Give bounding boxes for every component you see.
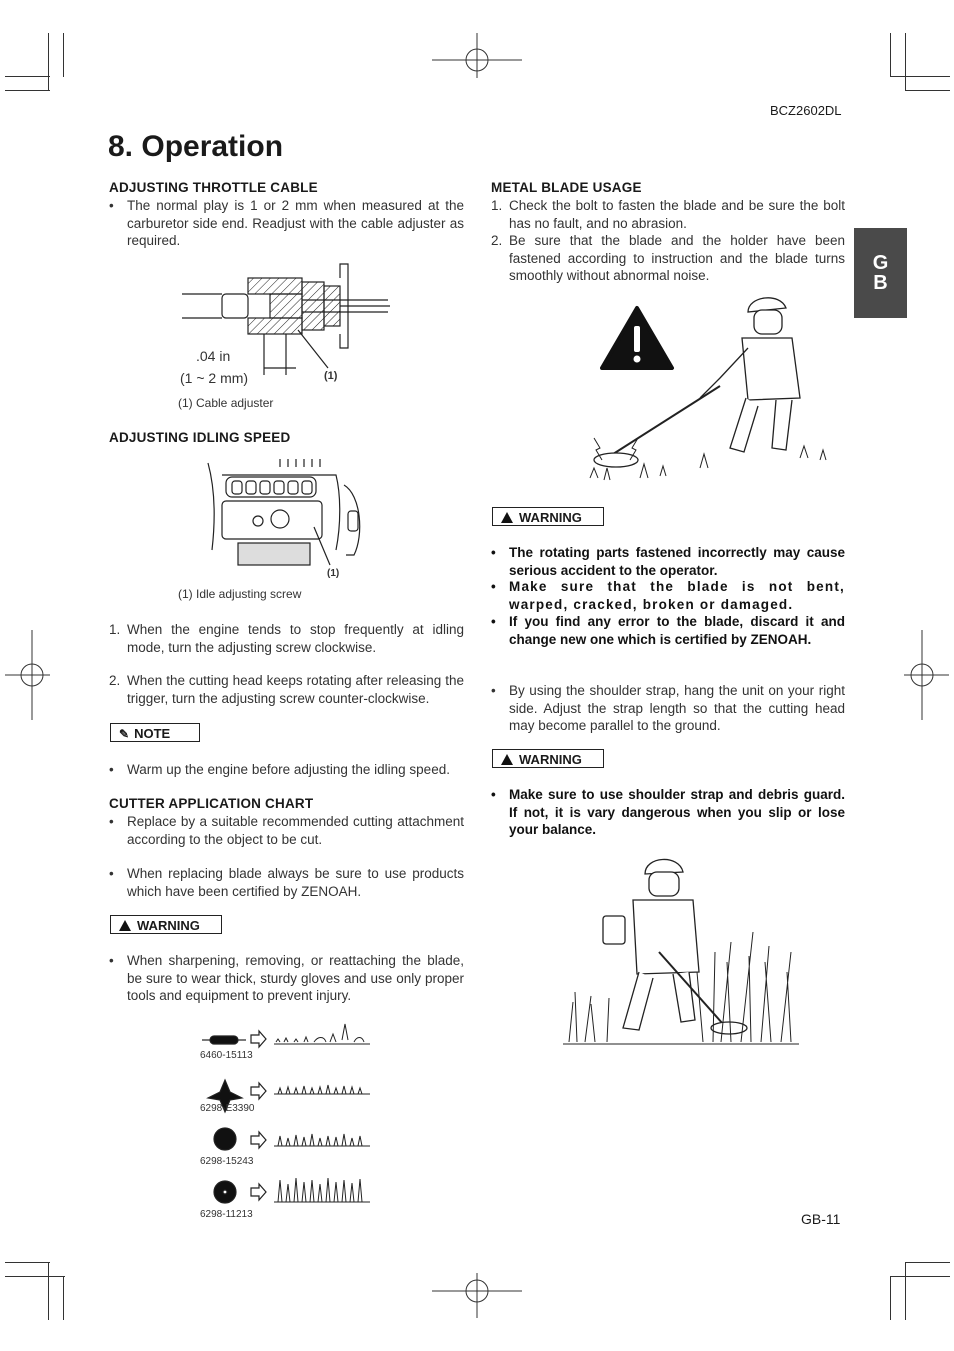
idle-step-2: 2. When the cutting head keeps rotating after releasing the trigger, turn the adjusting screw counter-clockwise. [109,673,464,706]
throttle-dimension-inch: .04 in [196,348,231,364]
cutter-bullet-1: • Replace by a suitable recommended cutting attachment according to the object to be cut. [109,814,464,847]
part-number: 6298-11213 [200,1209,253,1220]
language-tab [854,228,907,318]
warning-box: WARNING [492,507,604,526]
note-icon: ✎ [119,727,130,741]
part-number: 6298-E3390 [200,1103,255,1114]
warning-item: • Make sure to use shoulder strap and debris guard. If not, it is vary dangerous when you slip or lose your balance. [491,787,845,837]
throttle-figure-label: (1) [324,370,338,382]
throttle-heading: ADJUSTING THROTTLE CABLE [109,180,318,195]
idle-figure-label: (1) [327,568,340,579]
language-tab-letter: B [873,272,888,294]
document-code: BCZ2602DL [770,103,842,118]
page-title: 8. Operation [108,130,284,163]
operator-in-grass-figure [563,852,803,1052]
metal-blade-heading: METAL BLADE USAGE [491,180,642,195]
metal-blade-step-1: 1. Check the bolt to fasten the blade and be sure the bolt has no fault, and no abrasion. [491,198,845,231]
idle-caption: (1) Idle adjusting screw [178,587,302,601]
note-box: ✎ NOTE [110,723,200,742]
idle-step-1: 1. When the engine tends to stop frequently at idling mode, turn the adjusting screw clockwise. [109,622,464,655]
cutter-heading: CUTTER APPLICATION CHART [109,796,314,811]
warning-item: • The rotating parts fastened incorrectly may cause serious accident to the operator. [491,545,845,578]
page-number: GB-11 [801,1211,841,1227]
idle-screw-figure [196,455,366,575]
part-number: 6460-15113 [200,1050,253,1061]
operator-warning-figure [580,288,840,498]
part-number: 6298-15243 [200,1156,254,1167]
warning-item: • If you find any error to the blade, discard it and change new one which is certified by ZENOAH. [491,614,845,647]
metal-blade-step-2: 2. Be sure that the blade and the holder have been fastened according to instruction and the blade turns smoothly without abnormal noise. [491,233,845,283]
language-tab-letter: G [872,252,889,274]
warning-box: WARNING [492,749,604,768]
warning-icon [501,512,513,523]
throttle-dimension-mm: (1 ~ 2 mm) [180,370,249,386]
throttle-bullet: • The normal play is 1 or 2 mm when measured at the carburetor side end. Readjust with the cable adjuster as required. [109,198,464,248]
idling-heading: ADJUSTING IDLING SPEED [109,430,291,445]
strap-bullet: • By using the shoulder strap, hang the unit on your right side. Adjust the strap length so that the cutting head may become parallel to the ground. [491,683,845,733]
warning-icon [501,754,513,765]
cutter-bullet-2: • When replacing blade always be sure to use products which have been certified by ZENOAH. [109,866,464,899]
warning-box: WARNING [110,915,222,934]
warning-icon [119,920,131,931]
throttle-caption: (1) Cable adjuster [178,396,274,410]
note-bullet: • Warm up the engine before adjusting the idling speed. [109,762,450,777]
warning-item: • Make sure that the blade is not bent, warped, cracked, broken or damaged. [491,579,845,612]
cutter-warning-text: • When sharpening, removing, or reattaching the blade, be sure to wear thick, sturdy gloves and use only proper tools and equipment to prevent injury. [109,953,464,1003]
